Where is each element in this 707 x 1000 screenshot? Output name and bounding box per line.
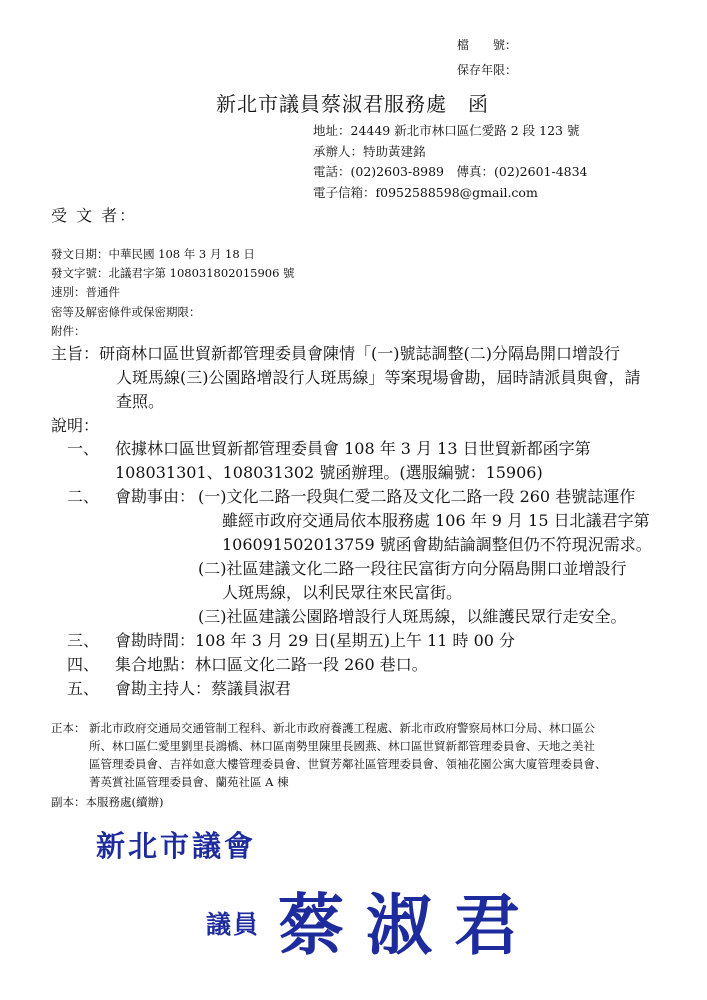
issue-date: 發文日期：中華民國 108 年 3 月 18 日 <box>51 247 255 261</box>
main-copy-line: 新北市政府交通局交通管制工程科、新北市政府養護工程處、新北市政府警察局林口分局、林口區公 <box>89 721 595 735</box>
contact-block <box>313 121 588 203</box>
item-number: 五、 <box>67 679 100 698</box>
contact-address: 地址：24449 新北市林口區仁愛路 2 段 123 號 <box>313 123 580 138</box>
councilor-name-stamp: 蔡淑君 <box>278 886 542 964</box>
meeting-time: 會勘時間：108 年 3 月 29 日(星期五)上午 11 時 00 分 <box>115 631 516 650</box>
attachment: 附件： <box>51 323 86 338</box>
main-copy-line: 區管理委員會、吉祥如意大樓管理委員會、世貿芳鄰社區管理委員會、領袖花園公寓大廈管理委員會、 <box>89 757 607 771</box>
main-copy-label: 正本： <box>51 721 86 735</box>
item2-label: 會勘事由： <box>115 487 196 506</box>
cc-line: 副本：本服務處(續辦) <box>51 795 164 809</box>
item2-sub1-line: 106091502013759 號函會勘結論調整但仍不符現況需求。 <box>222 535 652 554</box>
issue-number: 發文字號：北議君字第 108031802015906 號 <box>51 266 295 281</box>
subject-line: 查照。 <box>116 392 165 411</box>
item2-sub1-line: 雖經市政府交通局依本服務處 106 年 9 月 15 日北議君字第 <box>222 511 650 530</box>
file-number-label: 檔 號： <box>457 38 518 52</box>
document-title: 新北市議員蔡淑君服務處 函 <box>216 92 489 116</box>
item-number: 四、 <box>67 655 100 674</box>
subject-label: 主旨： <box>51 344 100 363</box>
item-number: 三、 <box>67 631 100 650</box>
item1-line: 依據林口區世貿新都管理委員會 108 年 3 月 13 日世貿新都函字第 <box>115 439 591 458</box>
item1-line: 108031301、108031302 號函辦理。(選服編號：15906) <box>115 463 543 482</box>
document-meta <box>51 245 295 341</box>
councilor-title-stamp: 議員 <box>206 910 261 939</box>
contact-handler: 承辦人：特助黃建銘 <box>313 143 426 159</box>
meeting-host: 會勘主持人：蔡議員淑君 <box>115 679 292 698</box>
item2-sub2-line: 人斑馬線，以利民眾往來民富街。 <box>222 583 463 602</box>
main-copy-line: 所、林口區仁愛里劉里長鴻橋、林口區南勢里陳里長國燕、林口區世貿新都管理委員會、天地之美社 <box>89 739 595 753</box>
item2-sub2-line: (二)社區建議文化二路一段往民富街方向分隔島開口並增設行 <box>198 559 627 578</box>
delivery-speed: 速別：普通件 <box>51 285 120 300</box>
explanation-label: 說明： <box>51 416 100 435</box>
classification: 密等及解密條件或保密期限： <box>51 304 201 319</box>
meeting-place: 集合地點：林口區文化二路一段 260 巷口。 <box>115 655 428 674</box>
contact-email: 電子信箱：f0952588598@gmail.com <box>313 184 538 200</box>
item-number: 一、 <box>67 439 100 458</box>
main-copy-line: 菁英賞社區管理委員會、蘭苑社區 A 棟 <box>89 775 289 789</box>
item2-sub1-line: (一)文化二路一段與仁愛二路及文化二路一段 260 巷號誌運作 <box>198 487 636 506</box>
item-number: 二、 <box>67 487 100 506</box>
subject-line: 研商林口區世貿新都管理委員會陳情「(一)號誌調整(二)分隔島開口增設行 <box>99 344 620 363</box>
subject-line: 人斑馬線(三)公園路增設行人斑馬線」等案現場會勘，屆時請派員與會，請 <box>116 368 641 387</box>
contact-phone: 電話：(02)2603-8989 傳真：(02)2601-4834 <box>313 164 588 179</box>
item2-sub3-line: (三)社區建議公園路增設行人斑馬線，以維護民眾行走安全。 <box>198 607 627 626</box>
retention-period-label: 保存年限： <box>457 63 518 77</box>
council-stamp: 新北市議會 <box>96 829 257 863</box>
recipient-label: 受 文 者： <box>51 206 138 225</box>
